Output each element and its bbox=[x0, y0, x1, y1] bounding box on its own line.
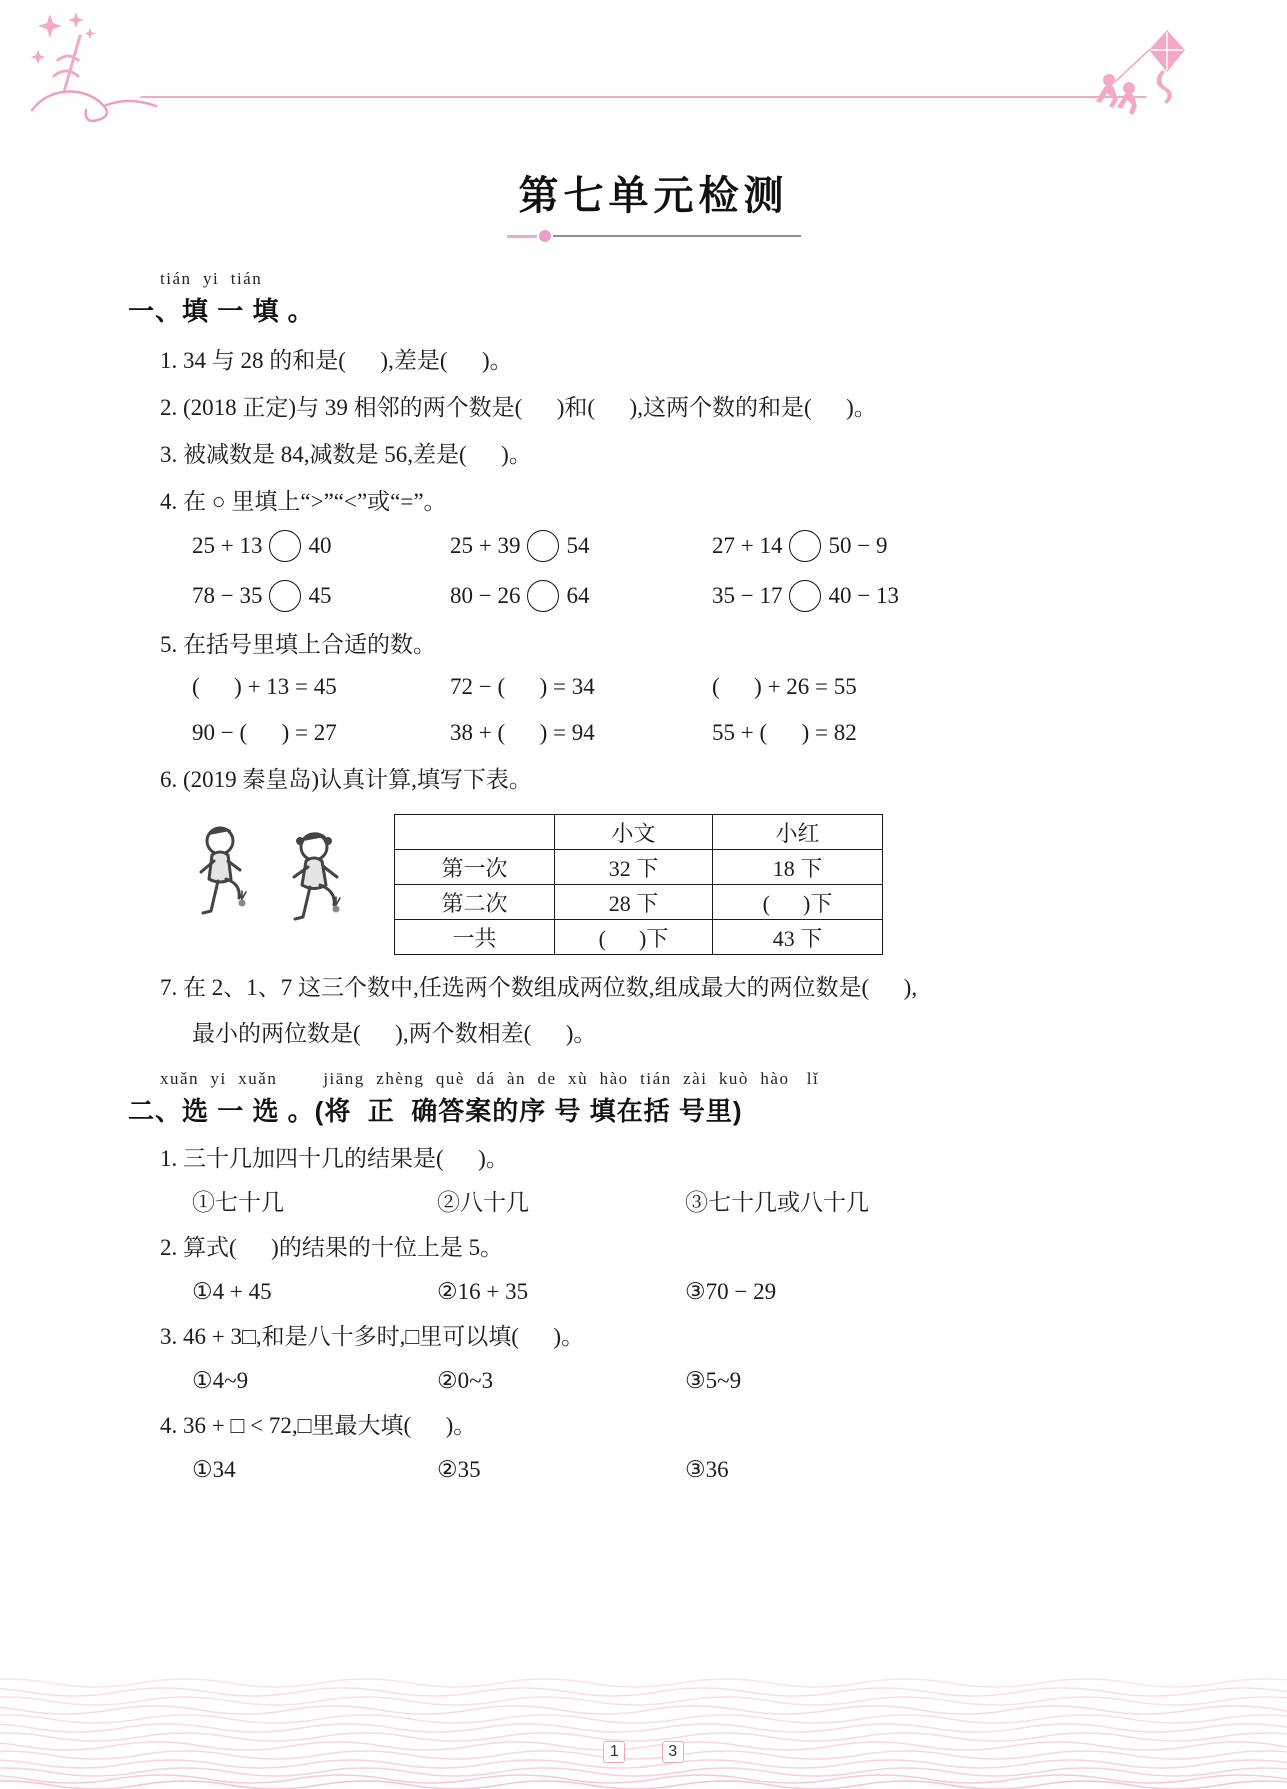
wave-pattern bbox=[0, 1677, 1287, 1789]
underline-left-segment bbox=[507, 235, 537, 238]
table-header-cell: 小红 bbox=[713, 815, 883, 850]
equation-blank: 55 + ( ) = 82 bbox=[712, 720, 857, 745]
table-cell: 一共 bbox=[395, 920, 555, 955]
comparison-right: 40 − 13 bbox=[828, 583, 899, 608]
page-header bbox=[0, 0, 1287, 130]
comparison-left: 27 + 14 bbox=[712, 533, 783, 558]
comparison-circle-blank bbox=[789, 580, 821, 612]
comparison-circle-blank bbox=[269, 580, 301, 612]
count-table bbox=[394, 814, 883, 955]
choice-q4-options bbox=[192, 1455, 1179, 1485]
option-1: ①4 + 45 bbox=[192, 1279, 272, 1304]
comparison-item bbox=[192, 579, 450, 613]
question-6: 6. (2019 秦皇岛)认真计算,填写下表。 bbox=[160, 767, 532, 792]
table-row bbox=[395, 920, 883, 955]
table-cell: ( )下 bbox=[713, 885, 883, 920]
table-cell: 43 下 bbox=[713, 920, 883, 955]
table-row bbox=[395, 850, 883, 885]
underline-right-segment bbox=[553, 235, 801, 237]
page-number-digit: 1 bbox=[603, 1741, 625, 1763]
comparison-item bbox=[450, 579, 712, 613]
q4-comparison-grid bbox=[192, 529, 1179, 613]
choice-q3-options bbox=[192, 1366, 1179, 1396]
option-3: ③36 bbox=[685, 1457, 729, 1482]
page-number bbox=[0, 1741, 1287, 1763]
fairy-castle-decoration-icon bbox=[28, 10, 178, 133]
equation-blank: ( ) + 13 = 45 bbox=[192, 674, 337, 699]
equation-blank: ( ) + 26 = 55 bbox=[712, 674, 857, 699]
option-2: ②0~3 bbox=[437, 1368, 494, 1393]
comparison-left: 78 − 35 bbox=[192, 583, 263, 608]
header-divider-line bbox=[140, 96, 1147, 98]
table-header-cell bbox=[395, 815, 555, 850]
table-header-row bbox=[395, 815, 883, 850]
kids-kite-decoration-icon bbox=[1075, 28, 1195, 121]
table-cell: 第二次 bbox=[395, 885, 555, 920]
question-4: 4. 在 ○ 里填上“>”“<”或“=”。 bbox=[160, 489, 447, 514]
option-1: ①34 bbox=[192, 1457, 236, 1482]
question-5: 5. 在括号里填上合适的数。 bbox=[160, 632, 436, 657]
question-7-line1: 7. 在 2、1、7 这三个数中,任选两个数组成两位数,组成最大的两位数是( ), bbox=[160, 975, 918, 1000]
comparison-left: 25 + 13 bbox=[192, 533, 263, 558]
section1-heading: 一、填 一 填 。 bbox=[128, 296, 315, 326]
page-footer bbox=[0, 1677, 1287, 1789]
comparison-circle-blank bbox=[527, 530, 559, 562]
kids-playing-illustration bbox=[176, 813, 386, 953]
underline-dot bbox=[539, 230, 551, 242]
comparison-right: 50 − 9 bbox=[828, 533, 888, 558]
choice-question-1: 1. 三十几加四十几的结果是( )。 bbox=[160, 1146, 509, 1171]
page-title: 第七单元检测 bbox=[518, 174, 789, 218]
equation-blank: 72 − ( ) = 34 bbox=[450, 674, 595, 699]
choice-q1-options bbox=[192, 1188, 1179, 1218]
table-cell: 第一次 bbox=[395, 850, 555, 885]
option-2: ②八十几 bbox=[437, 1190, 529, 1215]
table-row bbox=[395, 885, 883, 920]
title-underline bbox=[128, 229, 1179, 243]
option-2: ②16 + 35 bbox=[437, 1279, 529, 1304]
table-header-cell: 小文 bbox=[555, 815, 713, 850]
comparison-circle-blank bbox=[269, 530, 301, 562]
section2-heading: 二、选 一 选 。(将 正 确答案的序 号 填在括 号里) bbox=[128, 1096, 743, 1126]
question-7-line2: 最小的两位数是( ),两个数相差( )。 bbox=[192, 1021, 597, 1046]
comparison-item bbox=[712, 579, 1179, 613]
comparison-item bbox=[450, 529, 712, 563]
title-block bbox=[128, 164, 1179, 243]
comparison-left: 80 − 26 bbox=[450, 583, 521, 608]
option-1: ①七十几 bbox=[192, 1190, 284, 1215]
equation-blank: 38 + ( ) = 94 bbox=[450, 720, 595, 745]
choice-question-3: 3. 46 + 3□,和是八十多时,□里可以填( )。 bbox=[160, 1324, 585, 1349]
question-2: 2. (2018 正定)与 39 相邻的两个数是( )和( ),这两个数的和是( )。 bbox=[160, 395, 877, 420]
choice-question-4: 4. 36 + □ < 72,□里最大填( )。 bbox=[160, 1413, 477, 1438]
choice-q2-options bbox=[192, 1277, 1179, 1307]
comparison-left: 35 − 17 bbox=[712, 583, 783, 608]
equation-blank: 90 − ( ) = 27 bbox=[192, 720, 337, 745]
q5-equation-grid bbox=[192, 672, 1179, 748]
option-3: ③七十几或八十几 bbox=[685, 1190, 869, 1215]
section2-pinyin: xuǎn yi xuǎn jiāng zhèng què dá àn de xù hào tián zài kuò hào lǐ bbox=[160, 1069, 820, 1088]
option-3: ③70 − 29 bbox=[685, 1279, 777, 1304]
comparison-right: 54 bbox=[566, 533, 590, 558]
question-3: 3. 被减数是 84,减数是 56,差是( )。 bbox=[160, 442, 532, 467]
option-2: ②35 bbox=[437, 1457, 481, 1482]
option-1: ①4~9 bbox=[192, 1368, 249, 1393]
section1-pinyin: tián yi tián bbox=[160, 269, 263, 288]
comparison-circle-blank bbox=[789, 530, 821, 562]
comparison-item bbox=[192, 529, 450, 563]
table-cell: 18 下 bbox=[713, 850, 883, 885]
choice-question-2: 2. 算式( )的结果的十位上是 5。 bbox=[160, 1235, 504, 1260]
q6-table-block bbox=[176, 807, 1179, 955]
comparison-right: 64 bbox=[566, 583, 590, 608]
comparison-right: 45 bbox=[308, 583, 332, 608]
question-1: 1. 34 与 28 的和是( ),差是( )。 bbox=[160, 348, 513, 373]
comparison-circle-blank bbox=[527, 580, 559, 612]
table-cell: ( )下 bbox=[555, 920, 713, 955]
table-cell: 32 下 bbox=[555, 850, 713, 885]
comparison-right: 40 bbox=[308, 533, 332, 558]
comparison-item bbox=[712, 529, 1179, 563]
option-3: ③5~9 bbox=[685, 1368, 742, 1393]
worksheet-content bbox=[128, 150, 1179, 1485]
table-cell: 28 下 bbox=[555, 885, 713, 920]
page-number-digit: 3 bbox=[662, 1741, 684, 1763]
comparison-left: 25 + 39 bbox=[450, 533, 521, 558]
